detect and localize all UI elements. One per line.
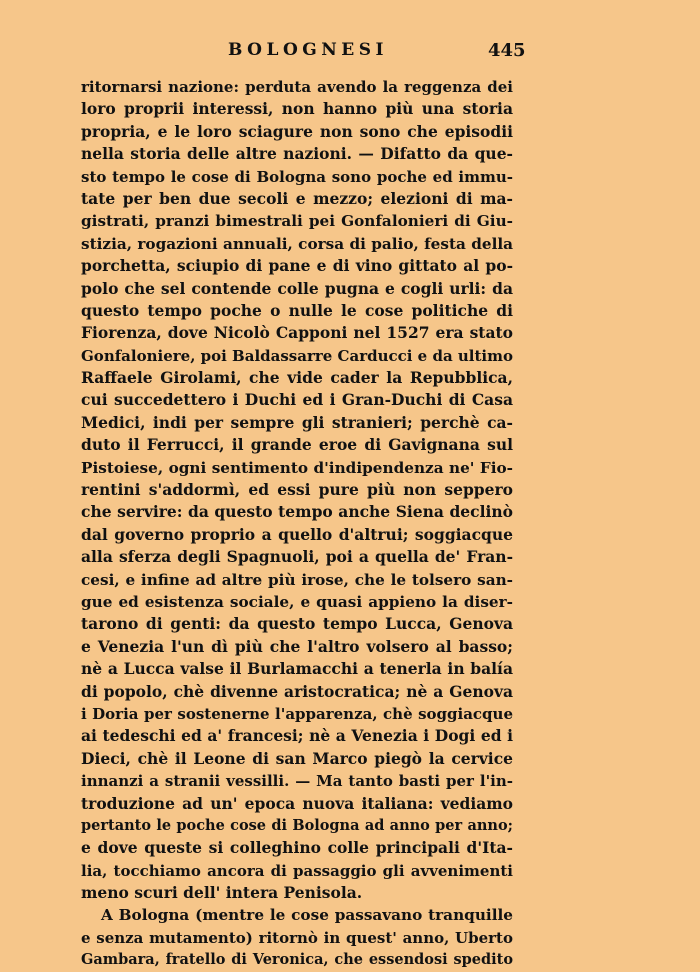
text-line: sto tempo le cose di Bologna sono poche ed immu- [81,167,513,186]
paragraph-end-line: meno scuri dell' intera Penisola. [81,883,363,903]
text-line: alla sferza degli Spagnuoli, poi a quella de' Fran- [81,547,513,567]
text-line: Gambara, fratello di Veronica, che essendosi spedito [81,951,513,969]
text-line: Fiorenza, dove Nicolò Capponi nel 1527 era stato [81,323,513,343]
text-line: ritornarsi nazione: perduta avendo la reggenza dei [81,78,513,96]
text-line: tarono di genti: da questo tempo Lucca, Genova [81,614,513,634]
page-number: 445 [488,40,526,61]
text-line: tate per ben due secoli e mezzo; elezioni di ma- [81,188,513,208]
text-line: ai tedeschi ed a' francesi; nè a Venezia i Dogi ed i [81,726,513,746]
text-line: questo tempo poche o nulle le cose politiche di [81,300,513,320]
text-line: Raffaele Girolami, che vide cader la Repubblica, [81,368,513,388]
text-line: pertanto le poche cose di Bologna ad anno per anno; [81,816,513,834]
text-line: cui succedettero i Duchi ed i Gran-Duchi di Casa [81,390,513,410]
running-head: BOLOGNESI [228,40,388,60]
text-line: loro proprii interessi, non hanno più una storia [81,99,513,119]
text-line: lia, tocchiamo ancora di passaggio gli avvenimenti [81,861,513,880]
text-line: rentini s'addormì, ed essi pure più non seppero [81,480,513,500]
text-line: gistrati, pranzi bimestrali pei Gonfalonieri di Giu- [81,212,513,231]
text-line: troduzione ad un' epoca nuova italiana: vediamo [81,793,513,813]
page-header [0,40,700,66]
text-line: e dove queste si colleghino colle principali d'Ita- [81,838,513,858]
text-line: cesi, e infine ad altre più irose, che le tolsero san- [81,570,513,589]
text-line: gue ed esistenza sociale, e quasi appieno la diser- [81,592,513,611]
text-line: e Venezia l'un dì più che l'altro volsero al basso; [81,636,513,656]
text-line: propria, e le loro sciagure non sono che episodii [81,121,513,141]
text-line: i Doria per sostenerne l'apparenza, chè soggiacque [81,704,513,723]
text-line: porchetta, sciupio di pane e di vino gittato al po- [81,256,513,276]
text-line: Medici, indi per sempre gli stranieri; perchè ca- [81,412,513,432]
text-line: e senza mutamento) ritornò in quest' anno, Uberto [81,928,513,947]
text-line: Gonfaloniere, poi Baldassarre Carducci e da ultimo [81,346,513,365]
text-line: dal governo proprio a quello d'altrui; soggiacque [81,524,513,544]
text-line: duto il Ferrucci, il grande eroe di Gavignana sul [81,435,513,455]
text-line: che servire: da questo tempo anche Siena declinò [81,502,513,522]
text-line: Dieci, chè il Leone di san Marco piegò la cervice [81,748,513,768]
text-line: innanzi a stranii vessilli. — Ma tanto basti per l'in- [81,772,513,791]
text-line: nella storia delle altre nazioni. — Difatto da que- [81,144,513,164]
text-line: nè a Lucca valse il Burlamacchi a tenerla in balía [81,659,513,679]
text-line: Pistoiese, ogni sentimento d'indipendenza ne' Fio- [81,458,513,477]
paragraph-start-line: A Bologna (mentre le cose passavano tranquille [101,906,513,925]
text-line: di popolo, chè divenne aristocratica; nè a Genova [81,681,513,701]
text-line: polo che sel contende colle pugna e cogli urli: da [81,278,513,298]
body-text [81,76,513,972]
text-line: stizia, rogazioni annuali, corsa di palio, festa della [81,234,514,253]
